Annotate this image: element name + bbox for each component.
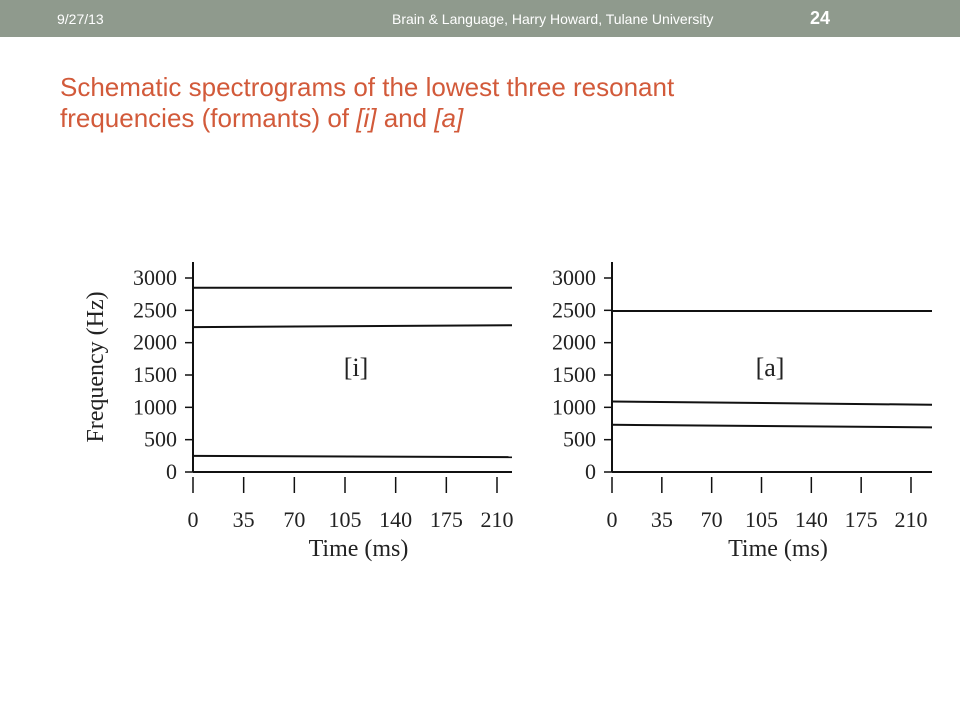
title-conjunction: and (376, 103, 435, 133)
y-tick-label: 2500 (552, 297, 596, 323)
x-axis-label: Time (ms) (728, 536, 828, 562)
y-tick-label: 1000 (552, 394, 596, 420)
title-line-2-prefix: frequencies (formants) of (60, 103, 357, 133)
x-tick-label: 105 (328, 507, 362, 532)
y-tick-label: 500 (563, 426, 596, 452)
panel-label: [a] (755, 353, 785, 382)
y-tick-label: 0 (166, 459, 177, 484)
chart-panel-1 (83, 262, 514, 562)
formant-line-f2 (193, 325, 512, 327)
formant-line-f2 (612, 402, 932, 405)
y-tick-label: 500 (144, 426, 177, 452)
y-tick-label: 2000 (133, 329, 177, 355)
x-axis-label: Time (ms) (308, 536, 409, 562)
y-tick-label: 1000 (133, 394, 177, 420)
x-tick-label: 210 (480, 507, 514, 532)
y-tick-label: 3000 (133, 265, 177, 290)
slide-number: 24 (810, 8, 831, 28)
x-tick-label: 140 (379, 507, 413, 532)
x-tick-label: 70 (283, 507, 306, 532)
x-tick-label: 70 (700, 507, 723, 532)
x-tick-label: 35 (650, 507, 673, 532)
x-tick-label: 175 (844, 507, 878, 532)
y-tick-label: 1500 (552, 362, 596, 387)
y-axis-label: Frequency (Hz) (83, 291, 109, 443)
panel-label: [i] (343, 353, 369, 382)
y-tick-label: 0 (585, 459, 596, 484)
formant-line-f1 (193, 456, 512, 457)
title-vowel-a: [a] (434, 103, 464, 133)
x-tick-label: 0 (606, 507, 618, 532)
x-tick-label: 105 (745, 507, 778, 532)
y-tick-label: 3000 (552, 265, 596, 290)
chart-panel-2 (552, 262, 932, 562)
title-line-1: Schematic spectrograms of the lowest three resonant (60, 72, 675, 102)
x-tick-label: 35 (232, 507, 255, 532)
x-tick-label: 140 (794, 507, 828, 532)
x-tick-label: 175 (429, 507, 463, 532)
x-tick-label: 0 (187, 507, 199, 532)
slide-footer: Brain & Language, Harry Howard, Tulane University (392, 11, 714, 27)
y-tick-label: 2000 (552, 329, 596, 355)
title-vowel-i: [i] (356, 103, 377, 133)
formant-line-f1 (612, 425, 932, 428)
x-tick-label: 210 (894, 507, 928, 532)
y-tick-label: 1500 (133, 362, 177, 387)
slide-date: 9/27/13 (57, 11, 104, 27)
y-tick-label: 2500 (133, 297, 177, 323)
